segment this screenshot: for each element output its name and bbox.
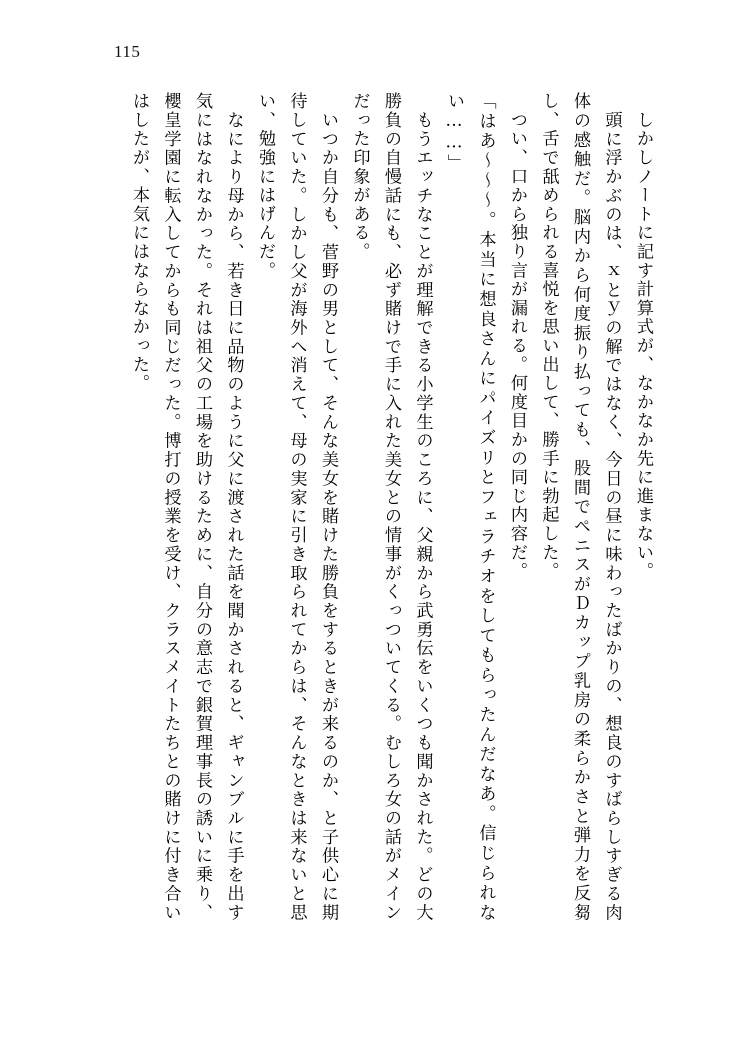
paragraph: なにより母から、若き日に品物のように父に渡された話を聞かされると、ギャンブルに手を出す気にはなれなかった。それは祖父の工場を助けるために、自分の意志で銀賀理事長の誘いに乗り、櫻皇学園に転入してからも同じだった。博打の授業を受け、クラスメイトたちとの賭けに付き合いはしたが、本気にはならなかった。 [129,92,244,922]
page-number: 115 [114,42,141,61]
paragraph: もうエッチなことが理解できる小学生のころに、父親から武勇伝をいくつも聞かされた。どの大勝負の自慢話にも、必ず賭けで手に入れた美女との情事がくっついてくる。むしろ女の話がメインだった印象がある。 [349,92,433,922]
paragraph: 頭に浮かぶのは、ｘとｙの解ではなく、今日の昼に味わったばかりの、想良のすばらしすぎる肉体の感触だ。脳内から何度振り払っても、股間でペニスがＤカップ乳房の柔らかさと弾力を反芻し、舌で舐められる喜悦を思い出して、勝手に勃起した。 [538,92,622,922]
paragraph: つい、口から独り言が漏れる。何度目かの同じ内容だ。 [507,92,527,581]
paragraph: しかしノートに記す計算式が、なかなか先に進まない。 [633,92,653,581]
paragraph: いつか自分も、菅野の男として、そんな美女を賭けた勝負をするときが来るのか、と子供心に期待していた。しかし父が海外へ消えて、母の実家に引き取られてからは、そんなときは来ないと思い、勉強にはげんだ。 [255,92,338,922]
paragraph: 「はあ～～～。本当に想良さんにパイズリとフェラチオをしてもらったんだなあ。信じられない……」 [444,92,496,922]
page-body-text [78,92,658,922]
